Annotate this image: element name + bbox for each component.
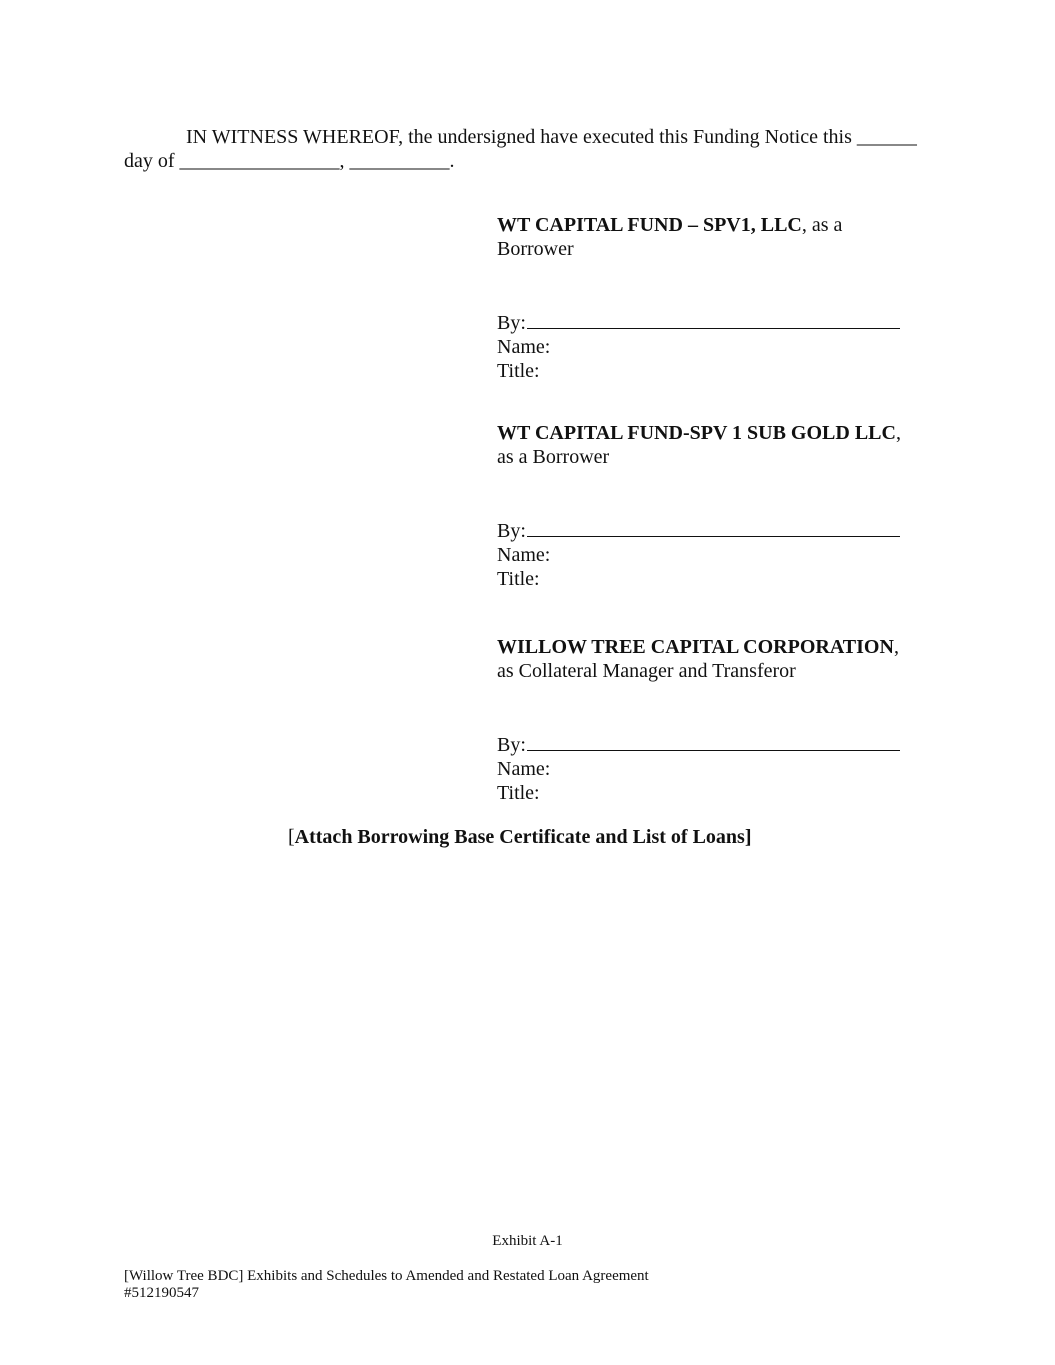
signature-fields <box>497 731 957 805</box>
by-row <box>497 517 957 543</box>
signature-line[interactable] <box>527 309 900 329</box>
entity-line <box>497 635 957 659</box>
entity-role: as a Borrower <box>497 446 610 468</box>
name-label: Name: <box>497 544 551 566</box>
entity-name: WILLOW TREE CAPITAL CORPORATION <box>497 636 894 658</box>
by-row <box>497 309 957 335</box>
by-row <box>497 731 957 757</box>
title-label: Title: <box>497 360 540 382</box>
entity-suffix: , <box>893 636 899 658</box>
entity-role: as Collateral Manager and Transferor <box>497 660 796 682</box>
title-label: Title: <box>497 568 540 590</box>
page-label: Exhibit A-1 <box>492 1233 563 1249</box>
by-label: By: <box>497 520 526 542</box>
signature-block-sub-gold <box>497 421 957 591</box>
name-label: Name: <box>497 758 551 780</box>
entity-suffix: , <box>895 422 901 444</box>
title-label: Title: <box>497 782 540 804</box>
signature-fields <box>497 517 957 591</box>
attachment-bracket: [ <box>288 826 295 848</box>
entity-line <box>497 421 957 445</box>
entity-line <box>497 213 957 237</box>
entity-suffix: , as a <box>801 214 843 236</box>
footer-document-info <box>124 1268 649 1302</box>
entity-name: WT CAPITAL FUND-SPV 1 SUB GOLD LLC <box>497 422 896 444</box>
attachment-text: Attach Borrowing Base Certificate and List of Loans] <box>294 826 752 848</box>
witness-clause-line-1: IN WITNESS WHEREOF, the undersigned have executed this Funding Notice this ______ <box>186 126 917 148</box>
signature-block-willow-tree <box>497 635 957 805</box>
footer-doc-title: [Willow Tree BDC] Exhibits and Schedules to Amended and Restated Loan Agreement <box>124 1268 649 1284</box>
entity-role: Borrower <box>497 238 574 260</box>
signature-block-spv1 <box>497 213 957 383</box>
name-label: Name: <box>497 336 551 358</box>
signature-line[interactable] <box>527 517 900 537</box>
footer-doc-number: #512190547 <box>124 1285 199 1301</box>
entity-name: WT CAPITAL FUND – SPV1, LLC <box>497 214 802 236</box>
by-label: By: <box>497 734 526 756</box>
signature-fields <box>497 309 957 383</box>
witness-clause-line-2: day of ________________, __________. <box>124 150 455 172</box>
by-label: By: <box>497 312 526 334</box>
signature-line[interactable] <box>527 731 900 751</box>
attachment-instruction <box>288 825 752 849</box>
